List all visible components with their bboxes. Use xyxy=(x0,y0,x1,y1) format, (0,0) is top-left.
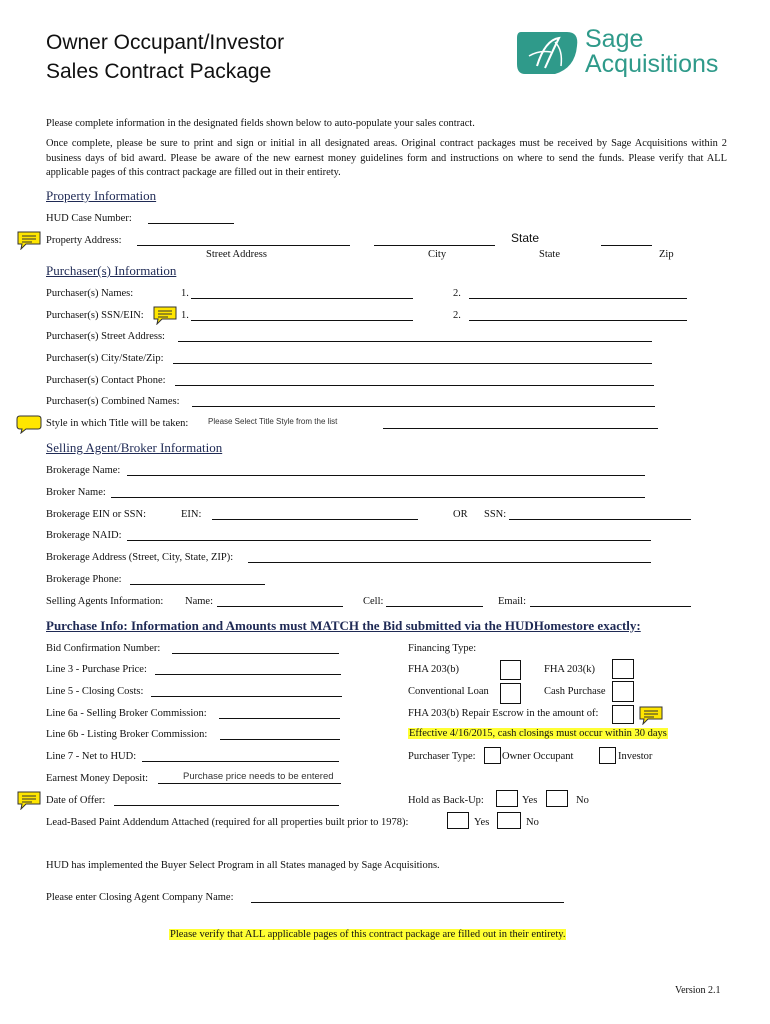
earnest-money-field[interactable]: Purchase price needs to be entered xyxy=(183,771,334,782)
street-caption: Street Address xyxy=(206,249,267,260)
title-style-underline xyxy=(383,428,658,429)
state-caption: State xyxy=(539,249,560,260)
repair-escrow-field[interactable] xyxy=(612,705,634,724)
backup-no-label: No xyxy=(576,795,589,806)
purchaser-2-name-field[interactable] xyxy=(469,298,687,299)
brokerage-ein-ssn-label: Brokerage EIN or SSN: xyxy=(46,509,147,520)
purchaser-type-label: Purchaser Type: xyxy=(408,751,476,762)
purchaser-phone-label: Purchaser(s) Contact Phone: xyxy=(46,375,166,386)
backup-no-checkbox[interactable] xyxy=(546,790,568,807)
owner-occupant-label: Owner Occupant xyxy=(502,751,574,762)
purchaser-1-name-field[interactable] xyxy=(191,298,413,299)
line7-label: Line 7 - Net to HUD: xyxy=(46,751,137,762)
comment-note-icon[interactable] xyxy=(152,305,178,325)
brokerage-address-label: Brokerage Address (Street, City, State, ZIP): xyxy=(46,552,234,563)
agent-email-field[interactable] xyxy=(530,606,691,607)
agent-cell-field[interactable] xyxy=(386,606,483,607)
broker-name-label: Broker Name: xyxy=(46,487,106,498)
cash-checkbox[interactable] xyxy=(612,681,634,702)
line5-label: Line 5 - Closing Costs: xyxy=(46,686,144,697)
brokerage-name-field[interactable] xyxy=(127,475,645,476)
purchaser-2-number: 2. xyxy=(453,288,461,299)
street-address-field[interactable] xyxy=(137,245,350,246)
line3-label: Line 3 - Purchase Price: xyxy=(46,664,147,675)
backup-yes-label: Yes xyxy=(522,795,538,806)
earnest-money-underline xyxy=(158,783,341,784)
lead-paint-label: Lead-Based Paint Addendum Attached (required for all properties built prior to 1978): xyxy=(46,817,409,828)
city-field[interactable] xyxy=(374,245,495,246)
lead-paint-yes-label: Yes xyxy=(474,817,490,828)
date-of-offer-label: Date of Offer: xyxy=(46,795,106,806)
document-title-line1: Owner Occupant/Investor xyxy=(46,31,285,54)
title-style-select[interactable]: Please Select Title Style from the list xyxy=(208,417,338,426)
purchaser-names-label: Purchaser(s) Names: xyxy=(46,288,134,299)
title-style-label: Style in which Title will be taken: xyxy=(46,418,189,429)
ssn-2-number: 2. xyxy=(453,310,461,321)
zip-caption: Zip xyxy=(659,249,674,260)
brokerage-naid-field[interactable] xyxy=(127,540,651,541)
version-label: Version 2.1 xyxy=(675,985,721,996)
closing-agent-label: Please enter Closing Agent Company Name: xyxy=(46,892,234,903)
purchaser-1-ssn-field[interactable] xyxy=(191,320,413,321)
lead-paint-no-label: No xyxy=(526,817,539,828)
comment-note-icon[interactable] xyxy=(16,230,42,250)
earnest-money-label: Earnest Money Deposit: xyxy=(46,773,149,784)
purchaser-1-number: 1. xyxy=(181,288,189,299)
purchaser-ssn-label: Purchaser(s) SSN/EIN: xyxy=(46,310,144,321)
purchaser-combined-field[interactable] xyxy=(192,406,655,407)
agent-email-label: Email: xyxy=(498,596,526,607)
broker-name-field[interactable] xyxy=(111,497,645,498)
hold-backup-label: Hold as Back-Up: xyxy=(408,795,484,806)
purchaser-phone-field[interactable] xyxy=(175,385,654,386)
document-title-line2: Sales Contract Package xyxy=(46,60,272,83)
date-of-offer-field[interactable] xyxy=(114,805,339,806)
bid-confirmation-field[interactable] xyxy=(172,653,339,654)
purchaser-citystate-field[interactable] xyxy=(173,363,652,364)
section-heading-purchase: Purchase Info: Information and Amounts must MATCH the Bid submitted via the HUDHomestore exactly: xyxy=(46,618,641,633)
agent-name-field[interactable] xyxy=(217,606,343,607)
conventional-checkbox[interactable] xyxy=(500,683,521,704)
zip-field[interactable] xyxy=(601,245,652,246)
section-heading-purchasers: Purchaser(s) Information xyxy=(46,263,177,278)
financing-type-label: Financing Type: xyxy=(408,643,477,654)
line6b-field[interactable] xyxy=(220,739,340,740)
intro-paragraph-1: Please complete information in the designated fields shown below to auto-populate your sales contract. xyxy=(46,118,475,129)
line6a-field[interactable] xyxy=(219,718,340,719)
ein-label: EIN: xyxy=(181,509,202,520)
bid-confirmation-label: Bid Confirmation Number: xyxy=(46,643,161,654)
cash-closing-notice: Effective 4/16/2015, cash closings must occur within 30 days xyxy=(409,728,667,739)
fha203b-label: FHA 203(b) xyxy=(408,664,460,675)
city-caption: City xyxy=(428,249,447,260)
cash-label: Cash Purchase xyxy=(544,686,606,697)
verify-notice: Please verify that ALL applicable pages of this contract package are filled out in their entirety. xyxy=(170,929,566,940)
comment-note-icon[interactable] xyxy=(16,414,42,434)
sage-leaf-icon xyxy=(515,28,583,78)
owner-occupant-checkbox[interactable] xyxy=(484,747,501,764)
lead-paint-yes-checkbox[interactable] xyxy=(447,812,469,829)
backup-yes-checkbox[interactable] xyxy=(496,790,518,807)
ssn-field[interactable] xyxy=(509,519,691,520)
buyer-select-note: HUD has implemented the Buyer Select Program in all States managed by Sage Acquisitions. xyxy=(46,860,440,871)
property-address-label: Property Address: xyxy=(46,235,122,246)
section-heading-property: Property Information xyxy=(46,188,157,203)
hud-case-label: HUD Case Number: xyxy=(46,213,132,224)
comment-note-icon[interactable] xyxy=(638,705,664,725)
section-heading-agent: Selling Agent/Broker Information xyxy=(46,440,223,455)
brokerage-naid-label: Brokerage NAID: xyxy=(46,530,122,541)
state-select[interactable]: State xyxy=(511,231,540,245)
brokerage-name-label: Brokerage Name: xyxy=(46,465,121,476)
comment-note-icon[interactable] xyxy=(16,790,42,810)
selling-agents-label: Selling Agents Information: xyxy=(46,596,164,607)
investor-checkbox[interactable] xyxy=(599,747,616,764)
brokerage-address-field[interactable] xyxy=(248,562,651,563)
brokerage-phone-field[interactable] xyxy=(130,584,265,585)
fha203k-checkbox[interactable] xyxy=(612,659,634,679)
hud-case-field[interactable] xyxy=(148,223,234,224)
purchaser-citystate-label: Purchaser(s) City/State/Zip: xyxy=(46,353,164,364)
fha203k-label: FHA 203(k) xyxy=(544,664,596,675)
purchaser-2-ssn-field[interactable] xyxy=(469,320,687,321)
purchaser-street-field[interactable] xyxy=(178,341,652,342)
logo-text-sage: Sage xyxy=(585,25,644,53)
fha203b-checkbox[interactable] xyxy=(500,660,521,680)
brokerage-phone-label: Brokerage Phone: xyxy=(46,574,122,585)
intro-paragraph-2: Once complete, please be sure to print and sign or initial in all designated areas. Original contract packages must be received by Sage Acquisitions within 2 business days of bid award. Please be aware of the new earnest money guidelines form and instructions on where to send the funds. Please verify that ALL applicable pages of this contract package are filled out in their entirety. xyxy=(46,138,727,178)
agent-name-label: Name: xyxy=(185,596,213,607)
line5-field[interactable] xyxy=(151,696,342,697)
closing-agent-field[interactable] xyxy=(251,902,564,903)
conventional-label: Conventional Loan xyxy=(408,686,489,697)
purchaser-street-label: Purchaser(s) Street Address: xyxy=(46,331,165,342)
sage-acquisitions-logo xyxy=(515,26,730,82)
ein-field[interactable] xyxy=(212,519,418,520)
logo-text-acquisitions: Acquisitions xyxy=(585,50,719,78)
line3-field[interactable] xyxy=(155,674,341,675)
lead-paint-no-checkbox[interactable] xyxy=(497,812,521,829)
or-label: OR xyxy=(453,509,468,520)
line6b-label: Line 6b - Listing Broker Commission: xyxy=(46,729,208,740)
repair-escrow-label: FHA 203(b) Repair Escrow in the amount of: xyxy=(408,708,599,719)
line6a-label: Line 6a - Selling Broker Commission: xyxy=(46,708,207,719)
line7-field[interactable] xyxy=(142,761,339,762)
ssn-label: SSN: xyxy=(484,509,507,520)
investor-label: Investor xyxy=(618,751,653,762)
agent-cell-label: Cell: xyxy=(363,596,384,607)
purchaser-combined-label: Purchaser(s) Combined Names: xyxy=(46,396,180,407)
ssn-1-number: 1. xyxy=(181,310,189,321)
